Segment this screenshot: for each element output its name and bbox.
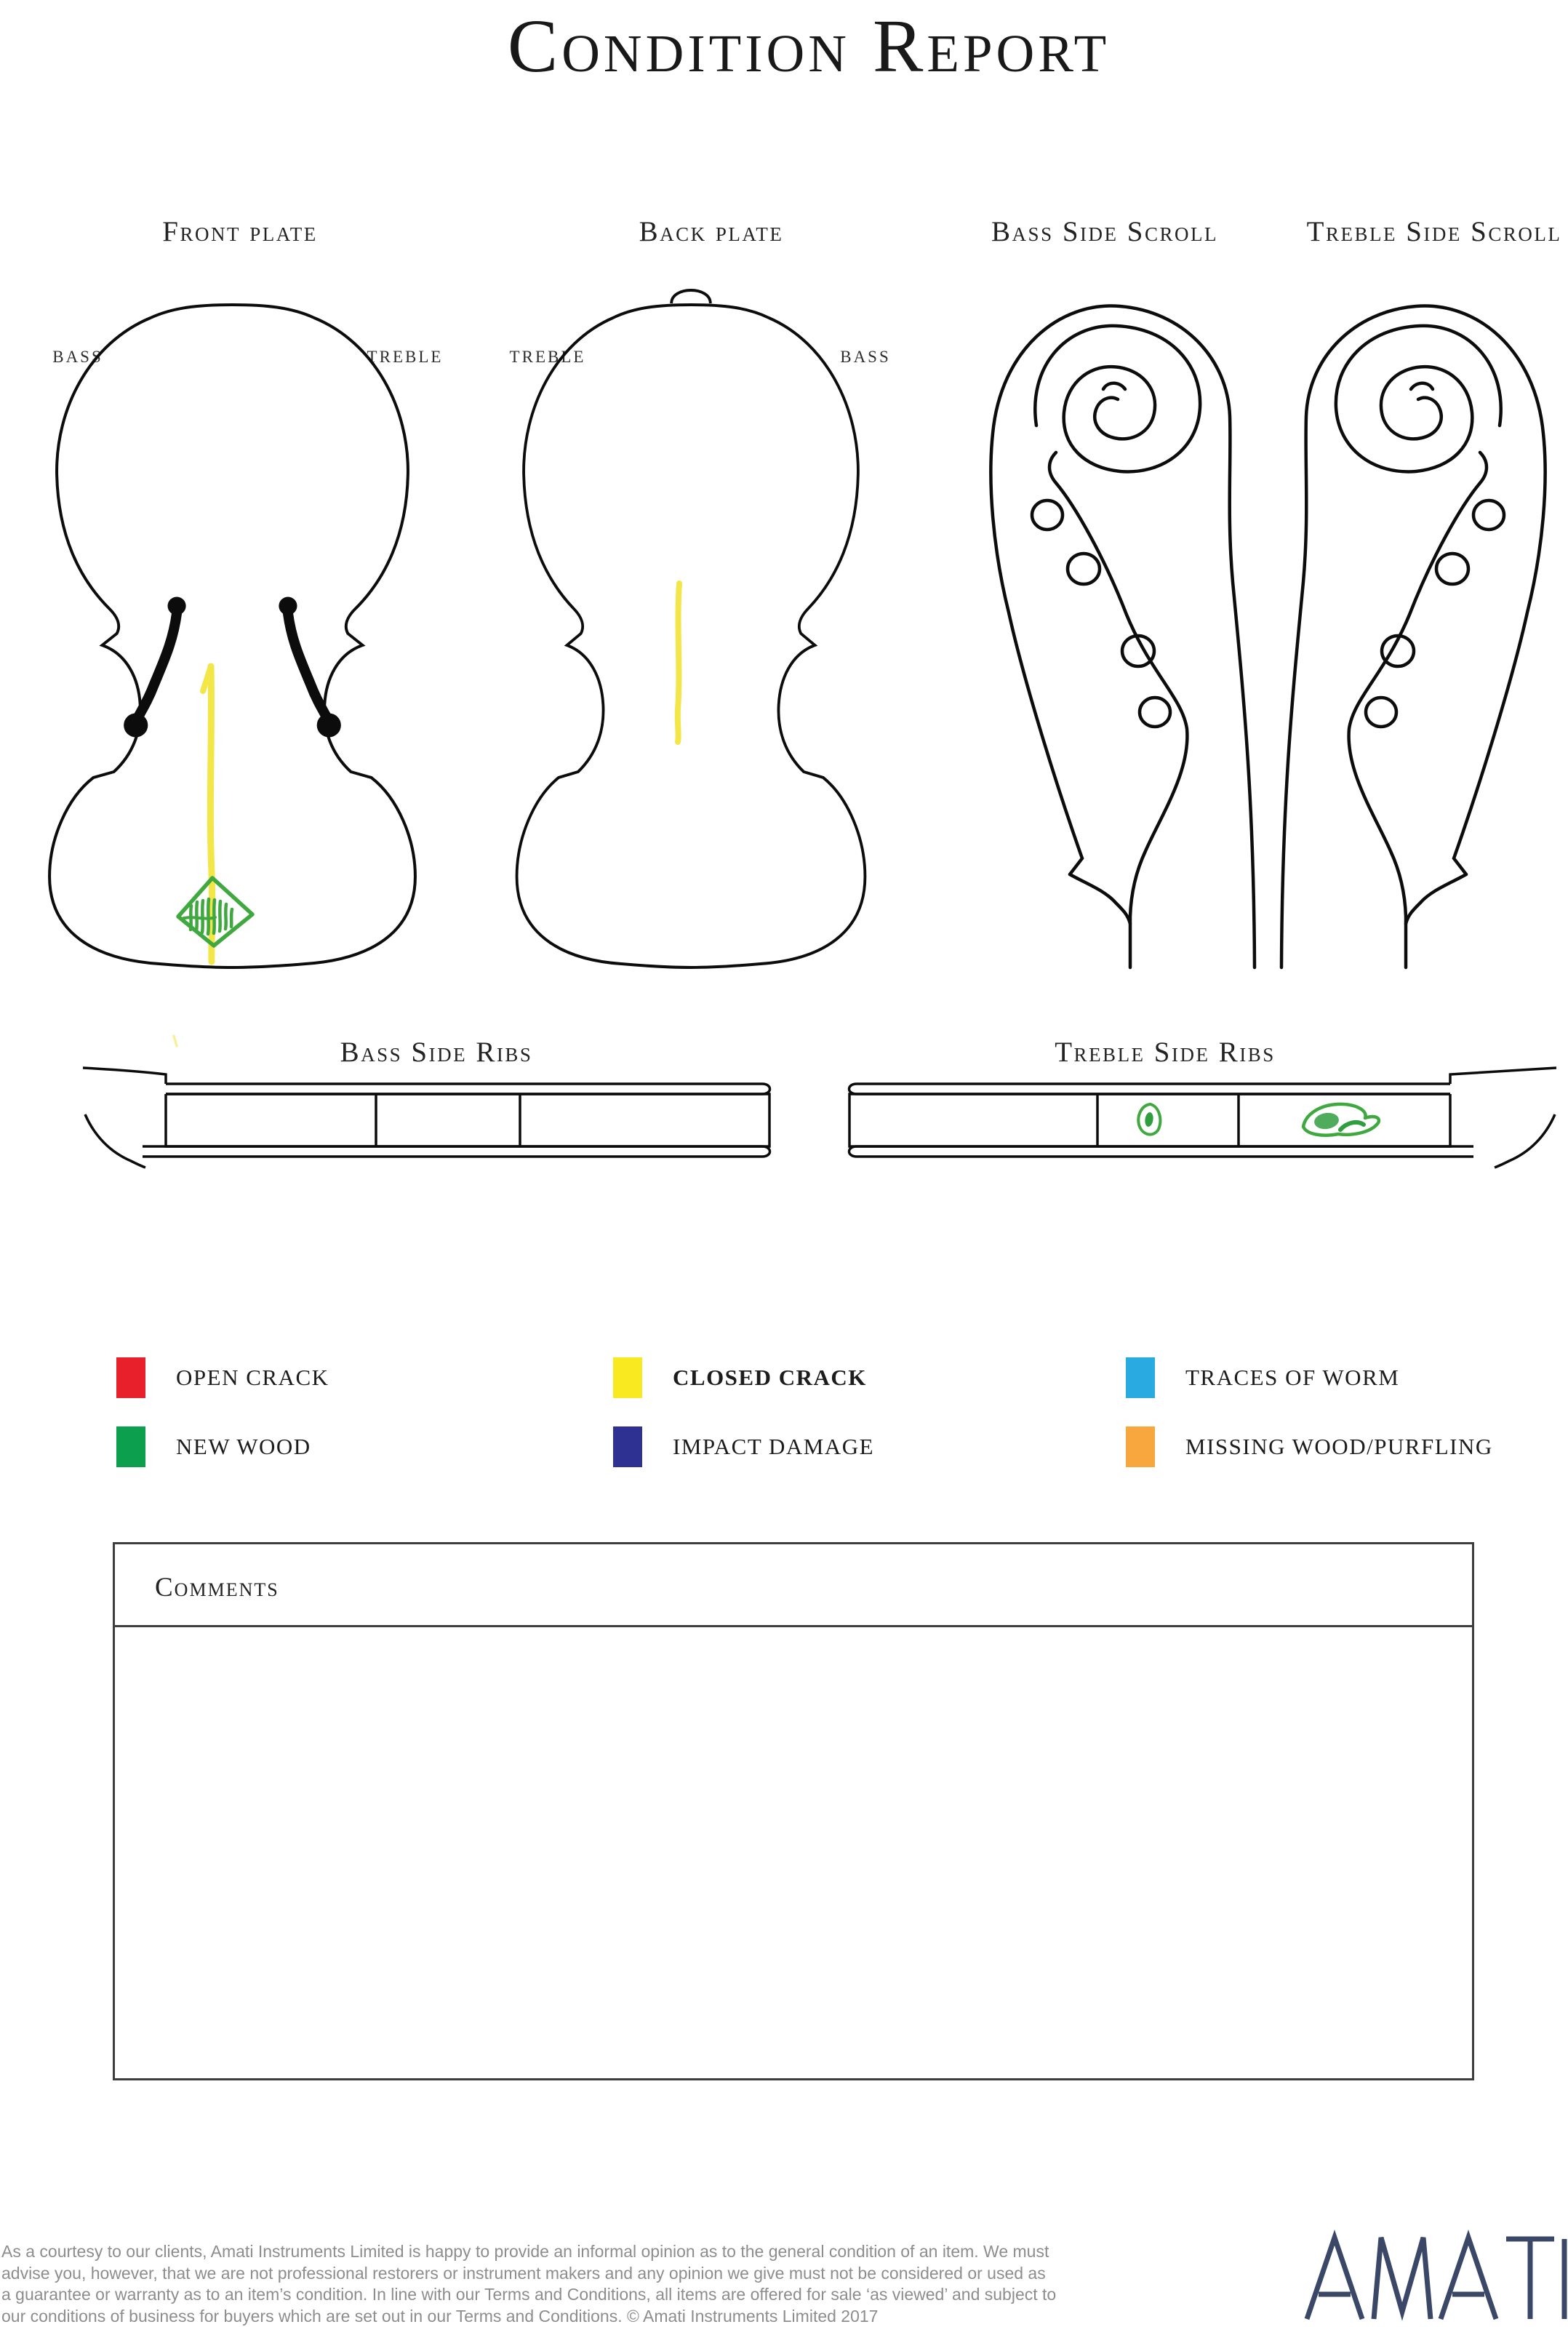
legend-item-new-wood: [116, 1426, 311, 1467]
legend-item-missing-wood-purfling: [1126, 1426, 1493, 1467]
back-plate-bass-label: BASS: [840, 348, 891, 366]
rib-top-edge: [166, 1084, 770, 1094]
amati-logo: [1305, 2235, 1568, 2323]
neck-heel: [1450, 1068, 1556, 1084]
disclaimer-line: As a courtesy to our clients, Amati Instruments Limited is happy to provide an informal opinion as to the general condition of an item. We must: [1, 2242, 1049, 2261]
front-plate-heading: Front plate: [162, 216, 318, 247]
disclaimer-line: advise you, however, that we are not professional restorers or instrument makers and any opinion we give must not be considered or used as: [1, 2263, 1046, 2283]
neck-heel-curve: [85, 1114, 145, 1168]
rib-bottom-edge: [849, 1146, 1474, 1157]
open-crack-swatch: [116, 1357, 145, 1398]
back-plate-treble-label: TREBLE: [509, 348, 586, 366]
missing-wood-purfling-swatch: [1126, 1426, 1155, 1467]
ribs-large-new-wood-mark: [1303, 1104, 1379, 1135]
neck-heel-curve: [1495, 1114, 1555, 1168]
legend-item-closed-crack: [613, 1357, 867, 1398]
neck-heel: [83, 1068, 166, 1084]
new-wood-swatch: [116, 1426, 145, 1467]
disclaimer-line: a guarantee or warranty as to an item’s condition. In line with our Terms and Conditions, all items are offered for sale ‘as viewed’ and subject to: [1, 2285, 1057, 2304]
rib-main: [166, 1094, 769, 1146]
legend-item-impact-damage: [613, 1426, 874, 1467]
treble-scroll-heading: Treble Side Scroll: [1306, 216, 1562, 247]
page-title: Condition Report: [507, 4, 1111, 88]
bass-scroll-heading: Bass Side Scroll: [991, 216, 1218, 247]
front-plate-bass-label: BASS: [52, 348, 103, 366]
stray-yellow-tick: [174, 1036, 177, 1046]
legend-label: NEW WOOD: [176, 1434, 311, 1459]
legend-label: TRACES OF WORM: [1185, 1365, 1400, 1390]
front-plate-treble-label: TREBLE: [367, 348, 444, 366]
footer-disclaimer: [1, 2241, 1194, 2327]
comments-box: [113, 1542, 1474, 2080]
treble-ribs-heading: Treble Side Ribs: [1055, 1037, 1276, 1068]
front-new-wood-mark: [178, 878, 252, 946]
impact-damage-swatch: [613, 1426, 642, 1467]
legend-label: OPEN CRACK: [176, 1365, 329, 1390]
disclaimer-line: our conditions of business for buyers which are set out in our Terms and Conditions. © Amati Instruments Limited 2017: [1, 2306, 879, 2326]
comments-label: Comments: [155, 1573, 279, 1602]
damage-marks: [174, 583, 1379, 1135]
comments-body: [115, 1627, 1472, 2078]
back-plate-heading: Back plate: [639, 216, 784, 247]
legend-label: IMPACT DAMAGE: [673, 1434, 875, 1459]
legend-item-open-crack: [116, 1357, 329, 1398]
legend-label: CLOSED CRACK: [673, 1365, 867, 1390]
ribs-small-new-wood-mark: [1138, 1104, 1160, 1135]
rib-top-edge: [849, 1084, 1451, 1094]
bass-ribs-diagram: [83, 1068, 770, 1168]
closed-crack-swatch: [613, 1357, 642, 1398]
treble-ribs-diagram: [849, 1068, 1557, 1168]
back-closed-crack-mark: [678, 583, 679, 742]
rib-bottom-edge: [143, 1146, 770, 1157]
comments-header: [115, 1544, 1472, 1627]
legend-label: MISSING WOOD/PURFLING: [1185, 1434, 1493, 1459]
legend-item-traces-of-worm: [1126, 1357, 1399, 1398]
traces-of-worm-swatch: [1126, 1357, 1155, 1398]
bass-ribs-heading: Bass Side Ribs: [340, 1037, 533, 1068]
